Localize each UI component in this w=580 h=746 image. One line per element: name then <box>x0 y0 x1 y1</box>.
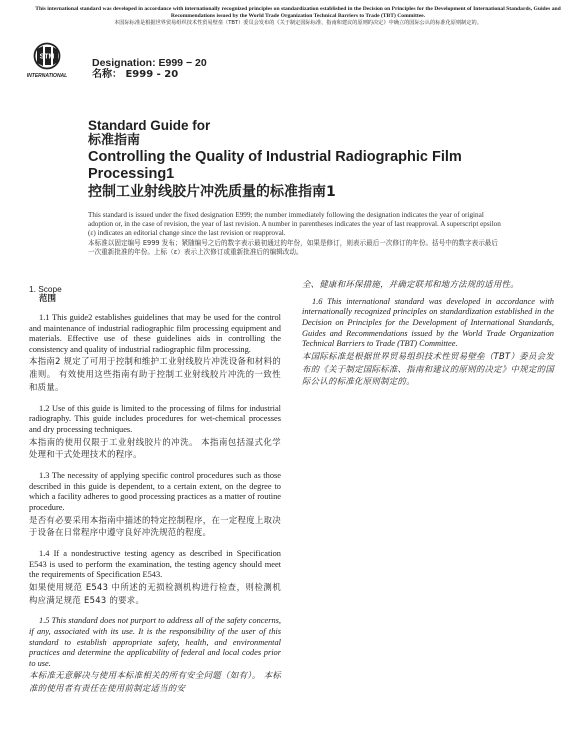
left-column <box>29 284 281 695</box>
title-line-1: Standard Guide for <box>88 118 211 133</box>
notice-en: This international standard was developed in accordance with internationally recognized principles on standardization established in the Decision on Principles for the Development of International Standards, Guides and Recommendations issued by the World Trade Organization Technical Barriers to Trade (TBT) Committee. <box>35 6 561 19</box>
designation-en: Designation: E999 − 20 <box>92 57 207 69</box>
paragraph-1-4-zh: 如果使用规范 E543 中所述的无损检测机构进行检查，则检测机构应满足规范 E543 的要求。 <box>29 581 281 605</box>
header-notice <box>28 6 568 27</box>
svg-text:INTERNATIONAL: INTERNATIONAL <box>27 73 67 79</box>
notice-zh: 本国际标准是根据世界贸易组织技术性贸易壁垒（TBT）委员会发布的《关于制定国际标准、指南和建议的原则的决定》中确立的国际公认的标准化原则制定的。 <box>114 20 482 26</box>
right-column <box>302 278 554 388</box>
paragraph-1-2: 1.2 Use of this guide is limited to the processing of films for industrial radiography. This guide includes procedures for wet-chemical processes and dry processing techniques. <box>29 403 281 434</box>
svg-text:STM: STM <box>39 53 55 61</box>
paragraph-1-2-zh: 本指南的使用仅限于工业射线胶片的冲洗。 本指南包括湿式化学处理和干式处理技术的程序。 <box>29 436 281 460</box>
paragraph-1-5-zh-cont: 全、健康和环保措施，并确定联邦和地方法规的适用性。 <box>302 279 519 289</box>
issued-en: This standard is issued under the fixed designation E999; the number immediately following the designation indicates the year of original adoption or, in the case of revision, the year of last revision. A number in parentheses indicates the year of last reapproval. A superscript epsilon (ε) indicates an editorial change since the last revision or reapproval. <box>88 211 501 238</box>
astm-logo <box>27 41 67 79</box>
title-line-3: Controlling the Quality of Industrial Radiographic Film Processing1 <box>88 149 462 182</box>
paragraph-1-3-zh: 是否有必要采用本指南中描述的特定控制程序，在一定程度上取决于设备在日常程序中遵守良好冲洗规范的程度。 <box>29 514 281 538</box>
paragraph-1-6: 1.6 This international standard was developed in accordance with internationally recognized principles on standardization established in the Decision on Principles for the Development of International Standards, Guides and Recommendations issued by the World Trade Organization Technical Barriers to Trade (TBT) Committee. <box>302 296 554 349</box>
paragraph-1-1-zh: 本指南2 规定了可用于控制和维护工业射线胶片冲洗设备和材料的准则。 有效使用这些指南有助于控制工业射线胶片冲洗的一致性和质量。 <box>29 356 281 392</box>
section-heading: 1. Scope <box>29 284 62 294</box>
designation <box>92 57 207 81</box>
paragraph-1-5: 1.5 This standard does not purport to address all of the safety concerns, if any, associated with its use. It is the responsibility of the user of this standard to establish appropriate safety, health, and environmental practices and determine the applicability of federal and local codes prior to use. <box>29 616 281 668</box>
title-line-4-zh: 控制工业射线胶片冲洗质量的标准指南1 <box>88 184 336 200</box>
paragraph-1-3: 1.3 The necessity of applying specific control procedures such as those described in this guide is dependent, to a certain extent, on the degree to which a facility adheres to good processing practices as a matter of routine procedure. <box>29 471 281 512</box>
paragraph-1-5-zh: 本标准无意解决与使用本标准相关的所有安全问题（如有）。 本标准的使用者有责任在使用前制定适当的安 <box>29 670 281 694</box>
paragraph-1-6-zh: 本国际标准是根据世界贸易组织技术性贸易壁垒（TBT）委员会发布的《关于制定国际标准、指南和建议的原则的决定》中规定的国际公认的标准化原则制定的。 <box>302 350 554 387</box>
issued-statement <box>88 211 503 257</box>
issued-zh: 本标准以固定编号 E999 发布；紧随编号之后的数字表示最初通过的年份，如果是修订，则表示最后一次修订的年份。括号中的数字表示最后一次重新批准的年份。上标（ε）表示上次修订或重新批准后的编辑改动。 <box>88 238 498 256</box>
paragraph-1-1: 1.1 This guide2 establishes guidelines that may be used for the control and maintenance of industrial radiographic film processing equipment and materials. Effective use of these guidelines aids in controlling the consistency and quality of industrial radiographic film processing. <box>29 313 281 354</box>
title-block <box>88 118 528 201</box>
title-line-2-zh: 标准指南 <box>88 133 141 148</box>
paragraph-1-4: 1.4 If a nondestructive testing agency as described in Specification E543 is used to perform the examination, the testing agency should meet the requirements of Specification E543. <box>29 549 281 580</box>
astm-logo-icon <box>27 41 67 79</box>
designation-zh: 名称： E999 - 20 <box>92 69 179 80</box>
section-heading-zh: 范围 <box>39 294 57 304</box>
